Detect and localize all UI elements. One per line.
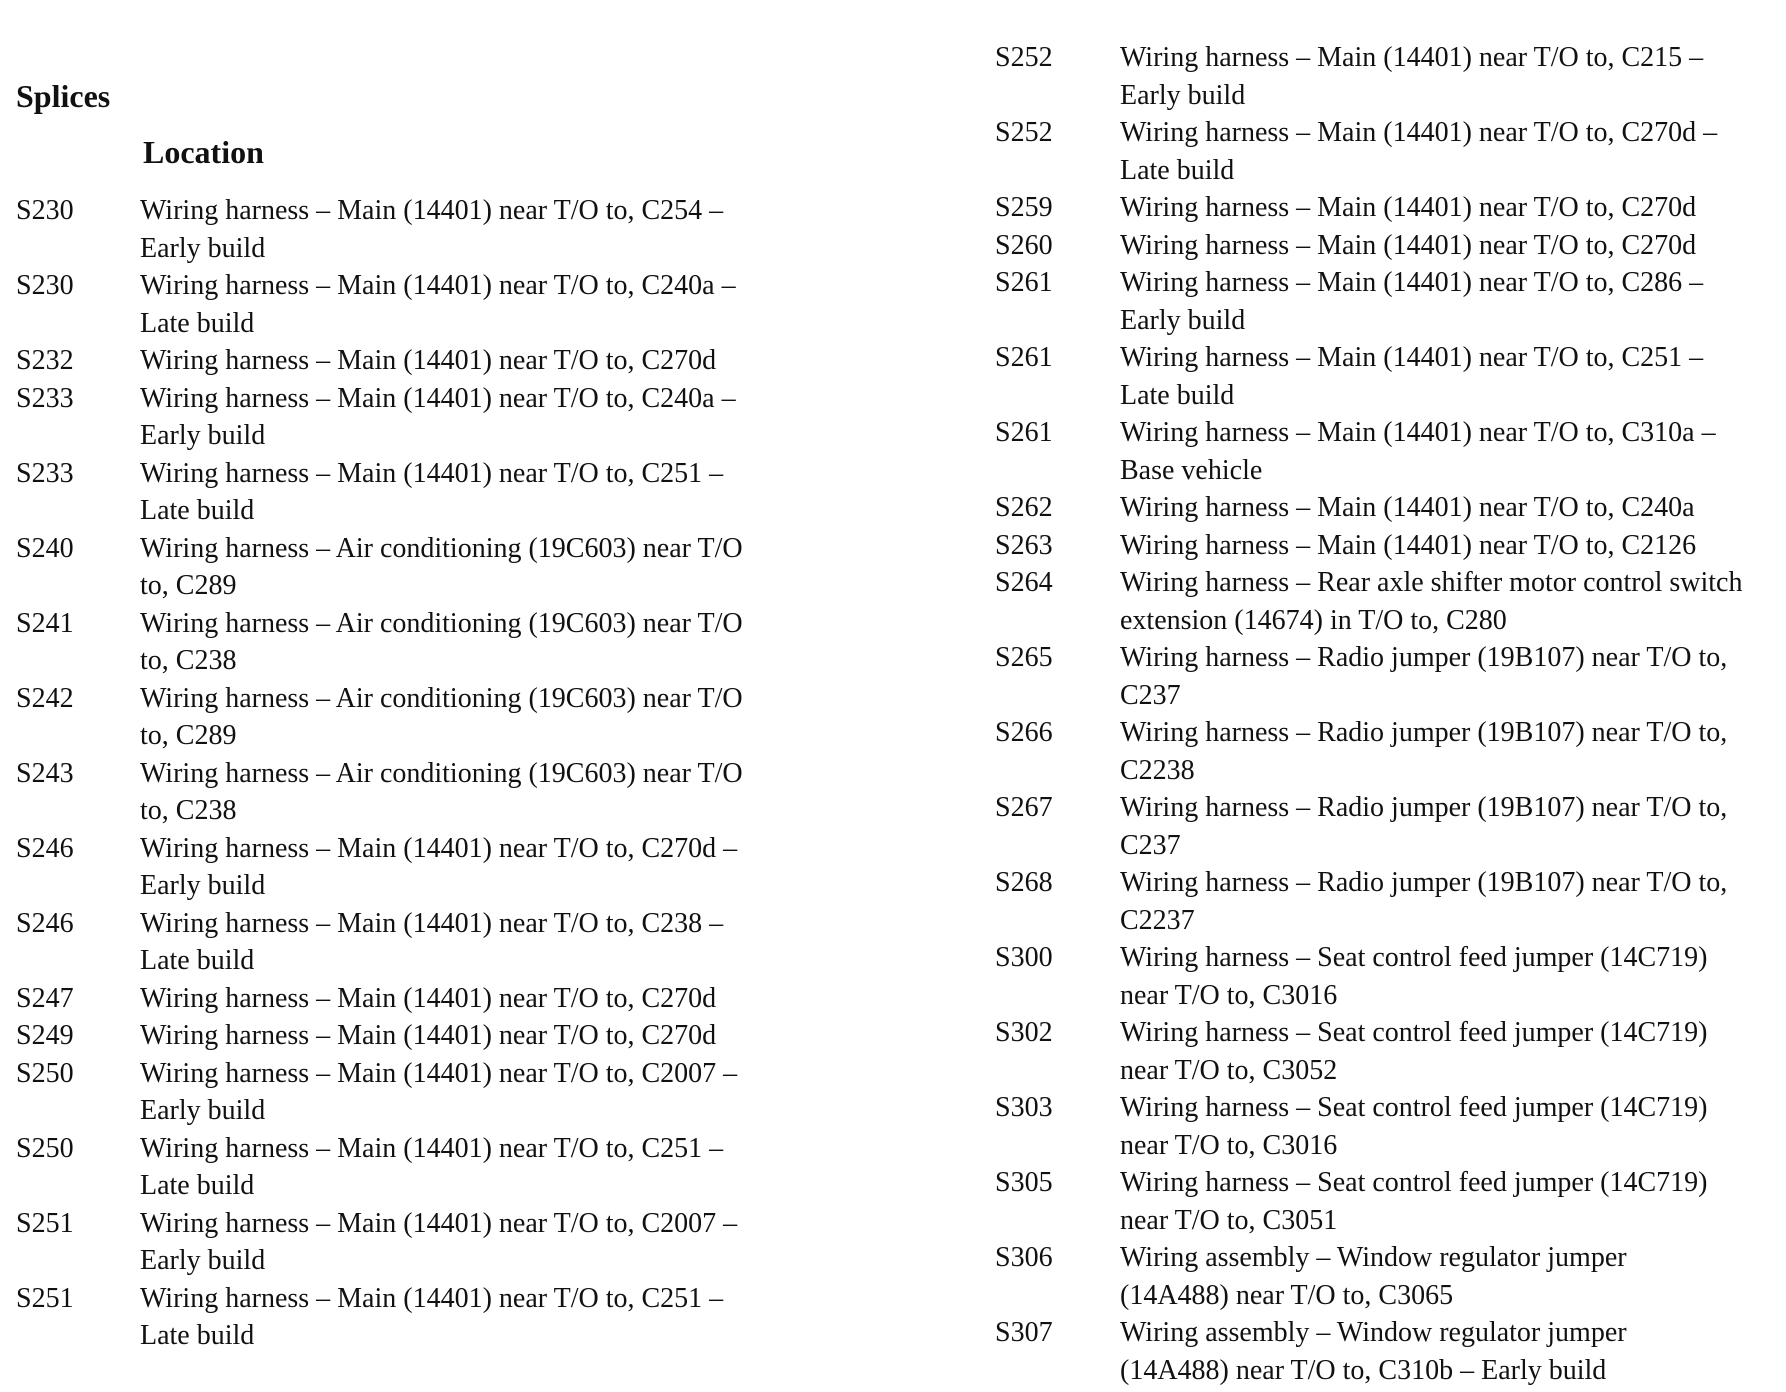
splice-entry	[16, 1205, 806, 1280]
splice-location: Wiring harness – Seat control feed jumper (14C719) near T/O to, C3016	[1120, 1092, 1708, 1161]
splice-entry	[995, 1089, 1770, 1164]
splice-location: Wiring harness – Radio jumper (19B107) near T/O to, C2237	[1120, 867, 1728, 936]
splice-location: Wiring harness – Main (14401) near T/O to, C251 – Late build	[140, 1132, 724, 1201]
splice-entry	[16, 267, 806, 342]
splice-code: S306	[995, 1242, 1053, 1273]
splice-entry	[995, 414, 1770, 489]
splice-entry	[16, 342, 806, 380]
splice-location: Wiring harness – Seat control feed jumper (14C719) near T/O to, C3016	[1120, 942, 1708, 1011]
splice-entry	[16, 380, 806, 455]
splice-code: S233	[16, 457, 74, 489]
splice-entry	[16, 680, 806, 755]
splice-entry	[995, 264, 1770, 339]
splice-location: Wiring harness – Main (14401) near T/O to, C251 – Late build	[140, 1282, 724, 1351]
splice-code: S261	[995, 342, 1053, 373]
splice-code: S263	[995, 529, 1053, 561]
splice-entry	[16, 1017, 806, 1055]
splice-code: S260	[995, 229, 1053, 261]
splice-code: S251	[16, 1282, 74, 1314]
splice-entry	[16, 905, 806, 980]
splice-location: Wiring harness – Rear axle shifter motor control switch extension (14674) in T/O to, C280	[1120, 567, 1743, 636]
splice-location: Wiring harness – Main (14401) near T/O to, C270d	[1120, 192, 1697, 223]
splice-location: Wiring harness – Main (14401) near T/O to, C270d	[1120, 229, 1697, 261]
splice-code: S241	[16, 607, 74, 639]
splice-location: Wiring harness – Main (14401) near T/O to, C286 – Early build	[1120, 267, 1704, 336]
splice-code: S251	[16, 1207, 74, 1239]
splice-location: Wiring harness – Air conditioning (19C603) near T/O to, C289	[140, 682, 743, 751]
splice-entry	[995, 114, 1770, 189]
splice-entry	[995, 227, 1770, 265]
splice-location: Wiring harness – Main (14401) near T/O to, C240a – Early build	[140, 382, 736, 451]
splice-entry	[16, 455, 806, 530]
splice-entry	[995, 39, 1770, 114]
splice-entry	[995, 1164, 1770, 1239]
splice-code: S266	[995, 717, 1053, 748]
splice-code: S305	[995, 1167, 1053, 1198]
location-column-heading: Location	[143, 134, 264, 170]
right-splice-list	[995, 39, 1770, 1389]
splice-location: Wiring harness – Air conditioning (19C603) near T/O to, C238	[140, 607, 743, 676]
splice-entry	[995, 1314, 1770, 1389]
splice-code: S261	[995, 417, 1053, 448]
splice-location: Wiring harness – Main (14401) near T/O to, C270d – Early build	[140, 832, 738, 901]
splice-location: Wiring harness – Main (14401) near T/O to, C251 – Late build	[140, 457, 724, 526]
splice-code: S252	[995, 42, 1053, 73]
splice-code: S303	[995, 1092, 1053, 1123]
splice-entry	[995, 489, 1770, 527]
splice-entry	[995, 714, 1770, 789]
splice-location: Wiring harness – Main (14401) near T/O to, C240a	[1120, 492, 1695, 523]
splice-entry	[995, 864, 1770, 939]
splice-code: S268	[995, 867, 1053, 898]
splice-location: Wiring harness – Radio jumper (19B107) near T/O to, C237	[1120, 642, 1728, 711]
splice-location: Wiring harness – Main (14401) near T/O to, C270d	[140, 345, 717, 376]
splice-code: S261	[995, 267, 1053, 298]
splice-code: S242	[16, 682, 74, 714]
splice-code: S230	[16, 270, 74, 301]
splice-entry	[995, 564, 1770, 639]
splice-location: Wiring harness – Air conditioning (19C603) near T/O to, C289	[140, 532, 743, 601]
splice-entry	[16, 1280, 806, 1355]
splice-code: S262	[995, 492, 1053, 523]
splice-location: Wiring harness – Main (14401) near T/O to, C270d	[140, 982, 717, 1014]
splice-location: Wiring harness – Main (14401) near T/O to, C238 – Late build	[140, 907, 724, 976]
splice-location: Wiring assembly – Window regulator jumper (14A488) near T/O to, C310b – Early build	[1120, 1317, 1627, 1386]
splice-entry	[16, 980, 806, 1018]
splice-code: S246	[16, 832, 74, 864]
left-splice-list	[16, 192, 806, 1355]
splice-location: Wiring harness – Air conditioning (19C603) near T/O to, C238	[140, 757, 743, 826]
splice-code: S232	[16, 345, 74, 376]
splice-code: S240	[16, 532, 74, 564]
splice-entry	[995, 189, 1770, 227]
splice-code: S252	[995, 117, 1053, 148]
splice-location: Wiring harness – Main (14401) near T/O to, C270d	[140, 1020, 717, 1051]
splice-entry	[995, 1014, 1770, 1089]
splice-entry	[995, 789, 1770, 864]
splice-code: S230	[16, 195, 74, 226]
splice-code: S243	[16, 757, 74, 789]
splice-location: Wiring harness – Seat control feed jumper (14C719) near T/O to, C3051	[1120, 1167, 1708, 1236]
splice-entry	[995, 527, 1770, 565]
splice-location: Wiring harness – Main (14401) near T/O to, C254 – Early build	[140, 195, 724, 264]
splice-location: Wiring assembly – Window regulator jumper (14A488) near T/O to, C3065	[1120, 1242, 1627, 1311]
splice-entry	[16, 755, 806, 830]
splice-location: Wiring harness – Main (14401) near T/O to, C2126	[1120, 529, 1697, 561]
page-title: Splices	[16, 78, 111, 114]
splice-code: S265	[995, 642, 1053, 673]
splice-entry	[995, 1239, 1770, 1314]
splice-location: Wiring harness – Main (14401) near T/O to, C240a – Late build	[140, 270, 736, 339]
splice-entry	[16, 192, 806, 267]
splice-code: S250	[16, 1132, 74, 1164]
splice-entry	[995, 639, 1770, 714]
splice-code: S249	[16, 1020, 74, 1051]
splice-location: Wiring harness – Main (14401) near T/O to, C2007 – Early build	[140, 1057, 738, 1126]
splice-code: S250	[16, 1057, 74, 1089]
splice-code: S246	[16, 907, 74, 939]
splice-code: S302	[995, 1017, 1053, 1048]
splice-location: Wiring harness – Main (14401) near T/O to, C2007 – Early build	[140, 1207, 738, 1276]
splice-code: S233	[16, 382, 74, 414]
splice-entry	[16, 530, 806, 605]
splice-location: Wiring harness – Main (14401) near T/O to, C310a – Base vehicle	[1120, 417, 1716, 486]
splice-code: S259	[995, 192, 1053, 223]
splice-code: S247	[16, 982, 74, 1014]
splice-entry	[16, 605, 806, 680]
splice-entry	[995, 939, 1770, 1014]
splice-location: Wiring harness – Radio jumper (19B107) near T/O to, C2238	[1120, 717, 1728, 786]
splice-entry	[16, 830, 806, 905]
splice-location: Wiring harness – Main (14401) near T/O to, C251 – Late build	[1120, 342, 1704, 411]
splice-entry	[995, 339, 1770, 414]
splice-location: Wiring harness – Seat control feed jumper (14C719) near T/O to, C3052	[1120, 1017, 1708, 1086]
splice-location: Wiring harness – Main (14401) near T/O to, C215 – Early build	[1120, 42, 1704, 111]
splice-location: Wiring harness – Radio jumper (19B107) near T/O to, C237	[1120, 792, 1728, 861]
splice-code: S264	[995, 567, 1053, 598]
splice-code: S300	[995, 942, 1053, 973]
splice-code: S307	[995, 1317, 1053, 1348]
splice-code: S267	[995, 792, 1053, 823]
splice-location: Wiring harness – Main (14401) near T/O to, C270d – Late build	[1120, 117, 1718, 186]
splice-entry	[16, 1130, 806, 1205]
splice-entry	[16, 1055, 806, 1130]
